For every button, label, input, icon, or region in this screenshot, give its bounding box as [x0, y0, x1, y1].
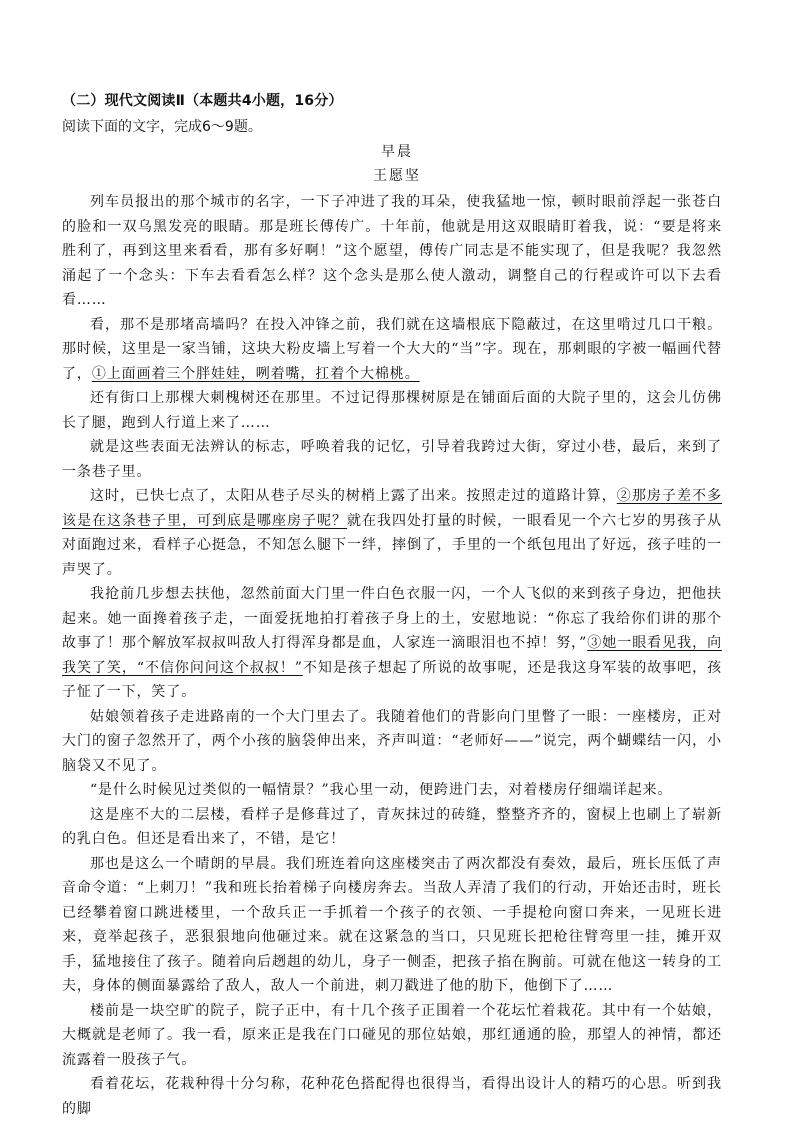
paragraph: 这是座不大的二层楼，看样子是修葺过了，青灰抹过的砖缝，整整齐齐的，窗棂上也刷上了崭新的乳白色。但还是看出来了，不错，是它！ — [62, 806, 722, 847]
paragraph-text: 就在我四处打量的时候，一眼看见一个六七岁的男孩子从对面跑过来，看样子心挺急，不知怎么腿下一绊，摔倒了，手里的一个纸包甩出了好远，孩子哇的一声哭了。 — [62, 512, 722, 578]
paragraph: 就是这些表面无法辨认的标志，呼唤着我的记忆，引导着我跨过大街，穿过小巷，最后，来到了一条巷子里。 — [62, 439, 722, 480]
paragraph: 那也是这么一个晴朗的早晨。我们班连着向这座楼突击了两次都没有奏效，最后，班长压低了声音命令道：“上刺刀！”我和班长抬着梯子向楼房奔去。当敌人弄清了我们的行动，开始还击时，班长已经攀着窗口跳进楼里，一个敌兵正一手抓着一个孩子的衣领、一手提枪向窗口奔来，一见班长进来，竟举起孩子，恶狠狠地向他砸过来。就在这紧急的当口，只见班长把枪往臂弯里一挂，摊开双手，猛地接住了孩子。随着向后趔趄的幼儿，身子一侧歪，把孩子掐在胸前。可就在他这一转身的工夫，身体的侧面暴露给了敌人，敌人一个前进，刺刀戳进了他的肋下，他倒下了…… — [62, 855, 722, 994]
section-heading: （二）现代文阅读Ⅱ（本题共4小题，16分） — [62, 93, 343, 109]
paragraph — [62, 484, 722, 582]
story-body — [62, 190, 722, 1121]
paragraph-text: 不知是孩子想起了所说的故事呢，还是我这身军装的故事吧，孩子怔了一下，笑了。 — [62, 659, 722, 700]
paragraph: 还有街口上那棵大刺槐树还在那里。不过记得那棵树原是在铺面后面的大院子里的，这会儿仿佛长了腿，跑到人行道上来了…… — [62, 390, 722, 431]
paragraph: “是什么时候见过类似的一幅情景？”我心里一动，便跨进门去，对着楼房仔细端详起来。 — [90, 782, 673, 798]
paragraph-text: 我抢前几步想去扶他，忽然前面大门里一件白色衣服一闪，一个人飞似的来到孩子身边，把他扶起来。她一面搀着孩子走，一面爱抚地拍打着孩子身上的土，安慰地说：“你忘了我给你们讲的那个故事了！那个解放军叔叔叫敌人打得浑身都是血，人家连一滴眼泪也不掉！努，” — [62, 586, 722, 651]
underlined-sentence-2: ②那房子差不多该是在这条巷子里，可到底是哪座房子呢？ — [62, 488, 722, 529]
story-author: 王愿坚 — [373, 168, 421, 184]
paragraph: 楼前是一块空旷的院子，院子正中，有十几个孩子正围着一个花坛忙着栽花。其中有一个姑娘，大概就是老师了。我一看，原来正是我在门口碰见的那位姑娘，那红通通的脸，那望人的神情，都还流露着一股孩子气。 — [62, 1002, 722, 1068]
paragraph: 看着花坛，花栽种得十分匀称，花种花色搭配得也很得当，看得出设计人的精巧的心思。听到我的脚 — [62, 1076, 722, 1117]
instruction-text: 阅读下面的文字，完成6～9题。 — [62, 119, 262, 135]
paragraph — [62, 582, 722, 705]
underlined-sentence-1: ①上面画着三个胖娃娃，咧着嘴，扛着个大棉桃。 — [91, 365, 420, 382]
story-title: 早晨 — [381, 144, 413, 160]
paragraph: 姑娘领着孩子走进路南的一个大门里去了。我随着他们的背影向门里瞥了一眼：一座楼房，正对大门的窗子忽然开了，两个小孩的脑袋伸出来，齐声叫道：“老师好——”说完，两个蝴蝶结一闪，小脑袋又不见了。 — [62, 708, 722, 774]
paragraph-text: 看，那不是那堵高墙吗？在投入冲锋之前，我们就在这墙根底下隐蔽过，在这里啃过几口干粮。那时候，这里是一家当铺，这块大粉皮墙上写着一个大大的“当”字。现在，那刺眼的字被一幅画代替了， — [62, 316, 722, 382]
paragraph-text: 这时，已快七点了，太阳从巷子尽头的树梢上露了出来。按照走过的道路计算， — [90, 488, 617, 504]
underlined-sentence-3: ③她一眼看见我，向我笑了笑，“不信你问问这个叔叔！” — [62, 635, 722, 676]
paragraph: 列车员报出的那个城市的名字，一下子冲进了我的耳朵，使我猛地一惊，顿时眼前浮起一张苍白的脸和一双乌黑发亮的眼睛。那是班长傅传广。十年前，他就是用这双眼睛盯着我，说：“要是将来胜利了，再到这里来看看，那有多好啊！”这个愿望，傅传广同志是不能实现了，但是我呢？我忽然涌起了一个念头：下车去看看怎么样？这个念头是那么使人激动，调整自己的行程或许可以下去看看…… — [62, 194, 722, 308]
paragraph — [62, 313, 722, 387]
